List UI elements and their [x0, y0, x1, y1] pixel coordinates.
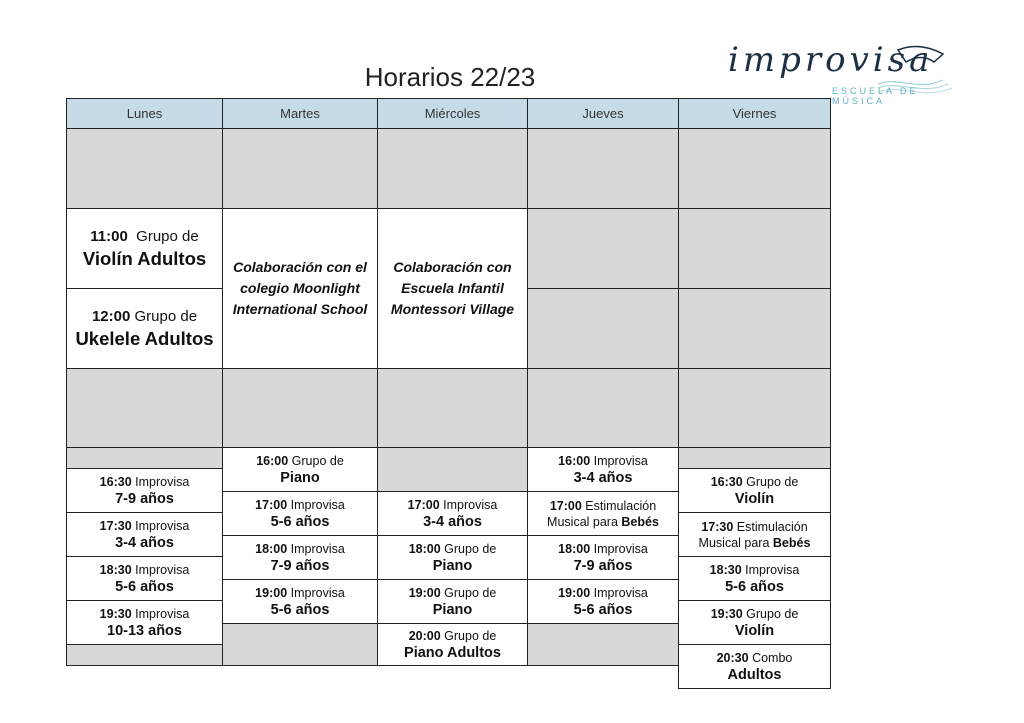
class-time: 19:30: [99, 606, 132, 621]
header-miercoles: Miércoles: [377, 98, 528, 129]
class-name: Adultos: [727, 666, 782, 683]
class-jueves-1700: [527, 491, 679, 536]
empty-cell: [66, 447, 223, 469]
class-lunes-1630: [66, 468, 223, 513]
class-text: Musical para: [698, 535, 770, 550]
class-ukelele-adultos: [66, 288, 223, 369]
class-lunes-1730: [66, 512, 223, 557]
empty-cell: [678, 447, 831, 469]
page-title: Horarios 22/23: [364, 62, 536, 92]
class-jueves-1600: [527, 447, 679, 492]
class-name: 3-4 años: [573, 469, 633, 486]
class-name: 3-4 años: [115, 534, 174, 551]
collab-text: Colaboración con el colegio Moonlight International School: [232, 259, 368, 317]
class-time: 11:00: [90, 227, 128, 245]
class-viernes-2030: [678, 644, 831, 689]
class-miercoles-1900: [377, 579, 528, 624]
class-time: 19:30: [710, 606, 743, 621]
class-viernes-1630: [678, 468, 831, 513]
class-martes-1900: [222, 579, 378, 624]
empty-cell: [527, 623, 679, 666]
logo-word: improvisa: [728, 40, 934, 80]
class-time: 19:00: [558, 585, 591, 600]
class-name: 5-6 años: [270, 513, 330, 530]
class-time: 17:30: [701, 519, 734, 534]
class-text: Estimulación: [585, 498, 657, 513]
class-martes-1800: [222, 535, 378, 580]
class-name: Piano: [432, 557, 473, 574]
class-text: Estimulación: [736, 519, 808, 534]
class-text: Musical para: [547, 514, 618, 529]
class-text: Improvisa: [290, 541, 345, 556]
class-name: Bebés: [621, 514, 659, 529]
class-time: 19:00: [408, 585, 441, 600]
class-martes-1700: [222, 491, 378, 536]
class-name: Violín Adultos: [82, 247, 207, 269]
empty-cell: [222, 128, 378, 209]
class-text: Improvisa: [593, 541, 648, 556]
class-time: 18:00: [255, 541, 288, 556]
class-time: 16:30: [710, 474, 743, 489]
empty-cell: [527, 288, 679, 369]
header-martes: Martes: [222, 98, 378, 129]
class-lunes-1930: [66, 600, 223, 645]
empty-cell: [678, 208, 831, 289]
class-name: Piano: [432, 601, 473, 618]
class-name: 7-9 años: [270, 557, 330, 574]
class-text: Grupo de: [746, 474, 799, 489]
class-name: 5-6 años: [725, 578, 784, 595]
class-violin-adultos: [66, 208, 223, 289]
class-time: 17:00: [549, 498, 582, 513]
class-text: Improvisa: [593, 453, 648, 468]
empty-cell: [527, 128, 679, 209]
class-miercoles-2000: [377, 623, 528, 666]
empty-cell: [66, 644, 223, 666]
class-name: Violín: [734, 622, 775, 639]
class-text: Improvisa: [290, 585, 345, 600]
class-time: 18:30: [99, 562, 132, 577]
class-miercoles-1700: [377, 491, 528, 536]
class-name: 5-6 años: [115, 578, 174, 595]
empty-cell: [377, 368, 528, 448]
class-time: 16:00: [558, 453, 591, 468]
class-text: Improvisa: [443, 497, 498, 512]
class-name: Piano: [280, 469, 320, 486]
class-text: Grupo de: [134, 307, 198, 325]
class-text: Improvisa: [290, 497, 345, 512]
class-viernes-1830: [678, 556, 831, 601]
empty-cell: [66, 128, 223, 209]
empty-cell: [678, 288, 831, 369]
logo-subtitle: ESCUELA DE MÚSICA: [832, 86, 919, 106]
class-time: 12:00: [91, 307, 131, 325]
class-time: 16:30: [99, 474, 132, 489]
class-martes-1600: [222, 447, 378, 492]
class-name: 5-6 años: [573, 601, 633, 618]
class-time: 18:00: [408, 541, 441, 556]
empty-cell: [527, 368, 679, 448]
class-text: Grupo de: [444, 585, 497, 600]
empty-cell: [377, 128, 528, 209]
class-text: Improvisa: [135, 606, 190, 621]
empty-cell: [66, 368, 223, 448]
class-name: Piano Adultos: [404, 644, 501, 661]
header-jueves: Jueves: [527, 98, 679, 129]
class-text: Improvisa: [593, 585, 648, 600]
class-time: 19:00: [255, 585, 288, 600]
class-name: Violín: [734, 490, 775, 507]
class-viernes-1930: [678, 600, 831, 645]
logo: [728, 40, 958, 106]
class-text: Improvisa: [135, 474, 190, 489]
class-name: 10-13 años: [107, 622, 182, 639]
empty-cell: [527, 208, 679, 289]
class-time: 16:00: [256, 453, 289, 468]
class-text: Grupo de: [291, 453, 344, 468]
empty-cell: [678, 368, 831, 448]
empty-cell: [222, 623, 378, 666]
class-name: 5-6 años: [270, 601, 330, 618]
header-viernes: Viernes: [678, 98, 831, 129]
class-name: 3-4 años: [423, 513, 482, 530]
class-time: 17:30: [99, 518, 132, 533]
class-text: Improvisa: [745, 562, 800, 577]
class-name: Ukelele Adultos: [75, 327, 214, 349]
class-name: Bebés: [772, 535, 811, 550]
header-lunes: Lunes: [66, 98, 223, 129]
class-time: 20:00: [408, 628, 441, 643]
class-time: 17:00: [255, 497, 288, 512]
class-name: 7-9 años: [115, 490, 174, 507]
class-text: Combo: [752, 650, 793, 665]
class-text: Grupo de: [444, 541, 497, 556]
empty-cell: [377, 447, 528, 492]
class-text: Improvisa: [135, 562, 190, 577]
empty-cell: [678, 128, 831, 209]
class-miercoles-1800: [377, 535, 528, 580]
class-text: Grupo de: [746, 606, 799, 621]
class-time: 17:00: [407, 497, 440, 512]
class-jueves-1800: [527, 535, 679, 580]
collab-text: Colaboración con Escuela Infantil Montessori Village: [390, 259, 515, 317]
class-text: Improvisa: [135, 518, 190, 533]
class-jueves-1900: [527, 579, 679, 624]
empty-cell: [222, 368, 378, 448]
class-viernes-1730: [678, 512, 831, 557]
class-lunes-1830: [66, 556, 223, 601]
class-text: Grupo de: [444, 628, 497, 643]
collab-montessori: [377, 208, 528, 369]
class-time: 20:30: [716, 650, 749, 665]
class-time: 18:00: [558, 541, 591, 556]
class-time: 18:30: [709, 562, 742, 577]
class-name: 7-9 años: [573, 557, 633, 574]
collab-moonlight: [222, 208, 378, 369]
class-text: Grupo de: [136, 227, 199, 245]
